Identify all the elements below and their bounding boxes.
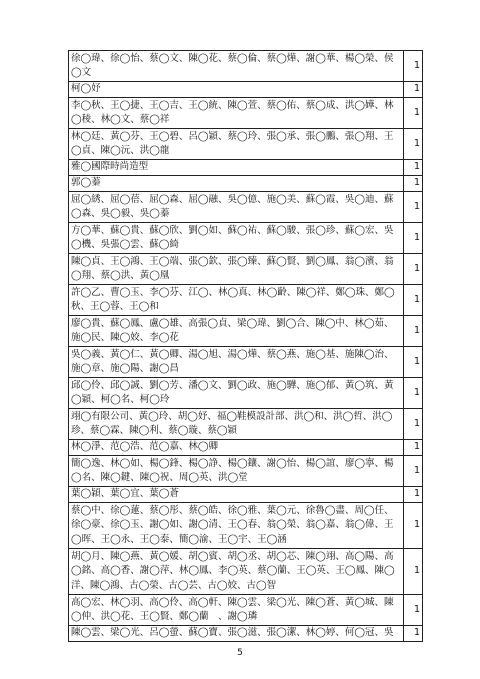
table-row [69,129,423,160]
table-row [69,254,423,285]
names-cell: 林◯淨、范◯浩、范◯嘉、林◯卿 [69,440,404,456]
table-row [69,82,423,98]
names-cell: 簡◯逸、林◯如、楊◯鋒、楊◯諍、楊◯鑲、謝◯怡、楊◯誼、廖◯寧、楊◯名、陳◯鍵、陳◯祝、周◯英、洪◯堂 [69,456,404,487]
names-cell: 陳◯貞、王◯鴻、王◯端、張◯欽、張◯臻、蘇◯賢、劉◯鳳、翁◯濱、翁◯翔、蔡◯洪、黃◯凰 [69,254,404,285]
names-cell: 翊◯有限公司、黃◯玲、胡◯妤、福◯鞋模設計部、洪◯和、洪◯哲、洪◯珍、蔡◯霖、陳◯利、蔡◯璇、蔡◯穎 [69,409,404,440]
table-row [69,409,423,440]
count-cell: 1 [404,129,423,160]
names-cell: 屈◯綉、屈◯蓓、屈◯森、屈◯融、吳◯億、施◯美、蘇◯霞、吳◯迪、蘇◯森、吳◯毅、吳◯蓁 [69,192,404,223]
table-row [69,316,423,347]
table-row [69,285,423,316]
names-cell: 陳◯雲、梁◯光、呂◯螢、蘇◯寶、張◯滋、張◯潔、林◯婷、何◯冠、吳 [69,626,404,642]
table-row [69,549,423,595]
names-cell: 吳◯義、黃◯仁、黃◯卿、湯◯旭、湯◯燁、蔡◯燕、施◯基、施陳◯治、施◯章、施◯陽、謝◯昌 [69,347,404,378]
names-cell: 廖◯貴、蘇◯鳳、盧◯雄、高張◯貞、梁◯瑋、劉◯合、陳◯中、林◯茹、施◯民、陳◯姣、李◯花 [69,316,404,347]
count-cell: 1 [404,487,423,503]
table-row [69,378,423,409]
count-cell: 1 [404,503,423,549]
names-cell: 高◯宏、林◯羽、高◯伶、高◯軒、陳◯雲、梁◯光、陳◯蒼、黃◯城、陳◯仲、洪◯花、王◯賢、鄭◯蘭 、謝◯璘 [69,595,404,626]
count-cell: 1 [404,595,423,626]
table-row [69,98,423,129]
table-row [69,160,423,176]
table-row [69,503,423,549]
count-cell: 1 [404,347,423,378]
roster-table [68,50,423,642]
names-cell: 郭◯蓁 [69,176,404,192]
names-cell: 徐◯瑋、徐◯怡、蔡◯文、陳◯花、蔡◯倫、蔡◯燁、謝◯華、楊◯榮、侯◯文 [69,51,404,82]
count-cell: 1 [404,223,423,254]
names-cell: 許◯乙、曹◯玉、李◯芬、江◯、林◯真、林◯齡、陳◯祥、鄭◯珠、鄭◯秋、王◯蓉、王◯和 [69,285,404,316]
count-cell: 1 [404,254,423,285]
table-row [69,440,423,456]
count-cell: 1 [404,82,423,98]
count-cell: 1 [404,456,423,487]
names-cell: 李◯秋、王◯捷、王◯吉、王◯統、陳◯萱、蔡◯佑、蔡◯成、洪◯嬅、林◯稜、林◯文、蔡◯祥 [69,98,404,129]
table-row [69,223,423,254]
count-cell: 1 [404,440,423,456]
table-row [69,487,423,503]
names-cell: 方◯華、蘇◯貴、蘇◯欣、劉◯如、蘇◯祐、蘇◯駿、張◯珍、蘇◯宏、吳◯機、吳張◯雲、蘇◯綺 [69,223,404,254]
names-cell: 雅◯國際時尚造型 [69,160,404,176]
count-cell: 1 [404,98,423,129]
count-cell: 1 [404,160,423,176]
table-row [69,626,423,642]
count-cell: 1 [404,626,423,642]
table-row [69,176,423,192]
names-cell: 胡◯月、陳◯燕、黃◯媛、胡◯賓、胡◯丞、胡◯芯、陳◯翊、高◯陽、高◯銘、高◯香、謝◯萍、林◯鳳、李◯英、蔡◯蘭、王◯英、王◯鳳、陳◯洋、陳◯鴻、古◯榮、古◯芸、古◯姣、古◯智 [69,549,404,595]
count-cell: 1 [404,409,423,440]
count-cell: 1 [404,549,423,595]
page-number: 5 [237,648,243,658]
count-cell: 1 [404,316,423,347]
roster-table-body [69,51,423,642]
count-cell: 1 [404,378,423,409]
count-cell: 1 [404,51,423,82]
names-cell: 邱◯伶、邱◯誠、劉◯芳、潘◯文、劉◯政、施◯驊、施◯郁、黃◯筑、黃◯穎、柯◯名、柯◯玲 [69,378,404,409]
table-row [69,347,423,378]
table-row [69,192,423,223]
count-cell: 1 [404,192,423,223]
count-cell: 1 [404,176,423,192]
table-row [69,51,423,82]
names-cell: 葉◯穎、葉◯宜、葉◯蒼 [69,487,404,503]
names-cell: 柯◯妤 [69,82,404,98]
names-cell: 林◯廷、黃◯芬、王◯碧、呂◯穎、蔡◯玲、張◯承、張◯鵬、張◯翔、王◯貞、陳◯沅、洪◯龍 [69,129,404,160]
table-row [69,595,423,626]
table-row [69,456,423,487]
count-cell: 1 [404,285,423,316]
names-cell: 蔡◯中、徐◯蓮、蔡◯彤、蔡◯皓、徐◯雅、葉◯元、徐魯◯盡、周◯任、徐◯豪、徐◯玉、謝◯如、謝◯清、王◯春、翁◯榮、翁◯嘉、翁◯偉、王◯晖、王◯永、王◯泰、簡◯渝、王◯宇、王◯涵 [69,503,404,549]
